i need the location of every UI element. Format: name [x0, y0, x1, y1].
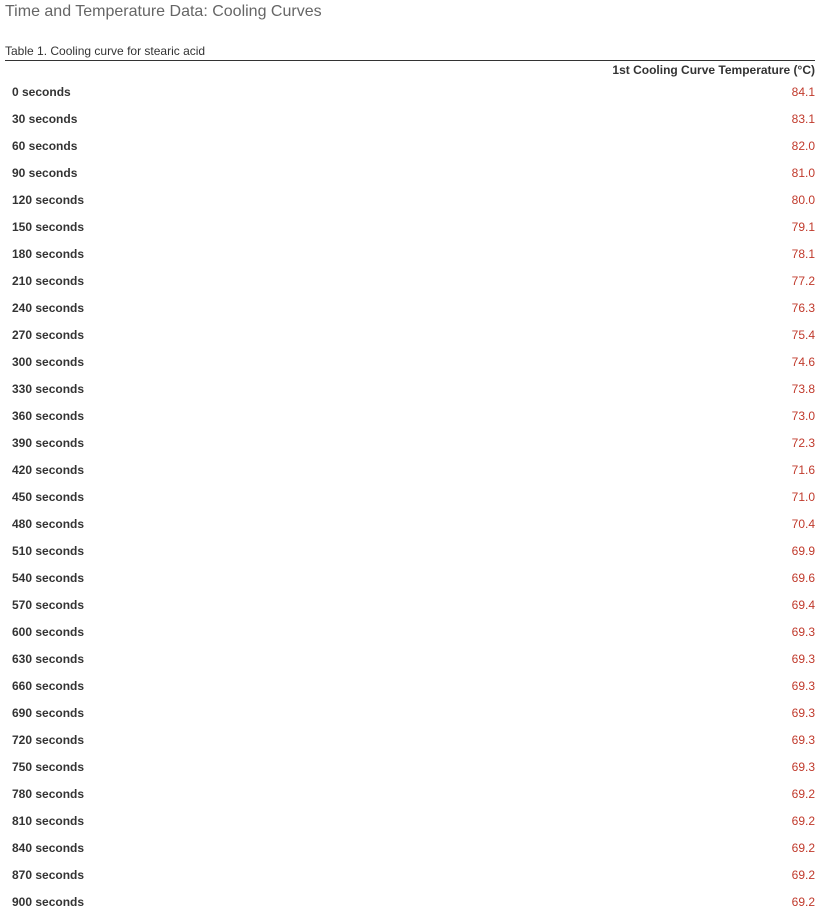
time-cell: 600 seconds — [12, 625, 85, 639]
table-row — [5, 673, 815, 700]
temperature-cell: 79.1 — [791, 220, 815, 234]
time-cell: 510 seconds — [12, 544, 85, 558]
cooling-curve-table — [5, 60, 815, 916]
time-cell: 840 seconds — [12, 841, 85, 855]
table-row — [5, 781, 815, 808]
temperature-cell: 77.2 — [791, 274, 815, 288]
time-cell: 450 seconds — [12, 490, 85, 504]
table-row — [5, 700, 815, 727]
table-row — [5, 106, 815, 133]
temperature-cell: 74.6 — [791, 355, 815, 369]
time-cell: 150 seconds — [12, 220, 85, 234]
time-cell: 0 seconds — [12, 85, 71, 99]
time-cell: 570 seconds — [12, 598, 85, 612]
temperature-cell: 80.0 — [791, 193, 815, 207]
table-row — [5, 187, 815, 214]
time-column-header — [5, 61, 405, 80]
temperature-cell: 70.4 — [791, 517, 815, 531]
table-caption: Table 1. Cooling curve for stearic acid — [5, 44, 206, 58]
time-cell: 210 seconds — [12, 274, 85, 288]
temperature-cell: 83.1 — [791, 112, 815, 126]
temperature-cell: 81.0 — [791, 166, 815, 180]
table-row — [5, 727, 815, 754]
table-row — [5, 457, 815, 484]
time-cell: 810 seconds — [12, 814, 85, 828]
time-cell: 180 seconds — [12, 247, 85, 261]
temperature-column-header: 1st Cooling Curve Temperature (°C) — [612, 63, 815, 77]
time-cell: 540 seconds — [12, 571, 85, 585]
table-row — [5, 619, 815, 646]
temperature-cell: 73.8 — [791, 382, 815, 396]
table-row — [5, 511, 815, 538]
time-cell: 60 seconds — [12, 139, 78, 153]
temperature-cell: 69.2 — [791, 814, 815, 828]
time-cell: 690 seconds — [12, 706, 85, 720]
table-row — [5, 403, 815, 430]
time-cell: 420 seconds — [12, 463, 85, 477]
table-row — [5, 889, 815, 916]
temperature-cell: 69.6 — [791, 571, 815, 585]
table-header-row — [5, 61, 815, 80]
time-cell: 30 seconds — [12, 112, 78, 126]
table-row — [5, 322, 815, 349]
temperature-cell: 82.0 — [791, 139, 815, 153]
table-row — [5, 646, 815, 673]
temperature-cell: 69.9 — [791, 544, 815, 558]
temperature-cell: 69.3 — [791, 733, 815, 747]
temperature-cell: 75.4 — [791, 328, 815, 342]
time-cell: 240 seconds — [12, 301, 85, 315]
time-cell: 900 seconds — [12, 895, 85, 909]
table-row — [5, 295, 815, 322]
temperature-cell: 69.4 — [791, 598, 815, 612]
time-cell: 630 seconds — [12, 652, 85, 666]
temperature-cell: 73.0 — [791, 409, 815, 423]
table-row — [5, 430, 815, 457]
table-row — [5, 835, 815, 862]
temperature-cell: 76.3 — [791, 301, 815, 315]
time-cell: 750 seconds — [12, 760, 85, 774]
time-cell: 660 seconds — [12, 679, 85, 693]
table-row — [5, 565, 815, 592]
table-row — [5, 214, 815, 241]
temperature-cell: 69.2 — [791, 895, 815, 909]
page-title: Time and Temperature Data: Cooling Curves — [5, 3, 322, 20]
time-cell: 720 seconds — [12, 733, 85, 747]
table-row — [5, 484, 815, 511]
table-row — [5, 241, 815, 268]
time-cell: 120 seconds — [12, 193, 85, 207]
time-cell: 360 seconds — [12, 409, 85, 423]
temperature-cell: 84.1 — [791, 85, 815, 99]
table-row — [5, 592, 815, 619]
time-cell: 330 seconds — [12, 382, 85, 396]
time-cell: 90 seconds — [12, 166, 78, 180]
table-row — [5, 754, 815, 781]
temperature-cell: 71.0 — [791, 490, 815, 504]
table-body — [5, 79, 815, 916]
temperature-cell: 71.6 — [791, 463, 815, 477]
table-row — [5, 268, 815, 295]
temperature-cell: 69.2 — [791, 787, 815, 801]
table-row — [5, 376, 815, 403]
table-row — [5, 133, 815, 160]
temperature-cell: 72.3 — [791, 436, 815, 450]
time-cell: 870 seconds — [12, 868, 85, 882]
table-row — [5, 349, 815, 376]
table-row — [5, 160, 815, 187]
temperature-cell: 78.1 — [791, 247, 815, 261]
temperature-cell: 69.2 — [791, 868, 815, 882]
time-cell: 780 seconds — [12, 787, 85, 801]
time-cell: 390 seconds — [12, 436, 85, 450]
temperature-cell: 69.2 — [791, 841, 815, 855]
temperature-cell: 69.3 — [791, 679, 815, 693]
table-row — [5, 862, 815, 889]
temperature-cell: 69.3 — [791, 706, 815, 720]
time-cell: 270 seconds — [12, 328, 85, 342]
table-row — [5, 808, 815, 835]
table-row — [5, 79, 815, 106]
temperature-cell: 69.3 — [791, 652, 815, 666]
temperature-cell: 69.3 — [791, 760, 815, 774]
table-row — [5, 538, 815, 565]
time-cell: 480 seconds — [12, 517, 85, 531]
temperature-cell: 69.3 — [791, 625, 815, 639]
time-cell: 300 seconds — [12, 355, 85, 369]
